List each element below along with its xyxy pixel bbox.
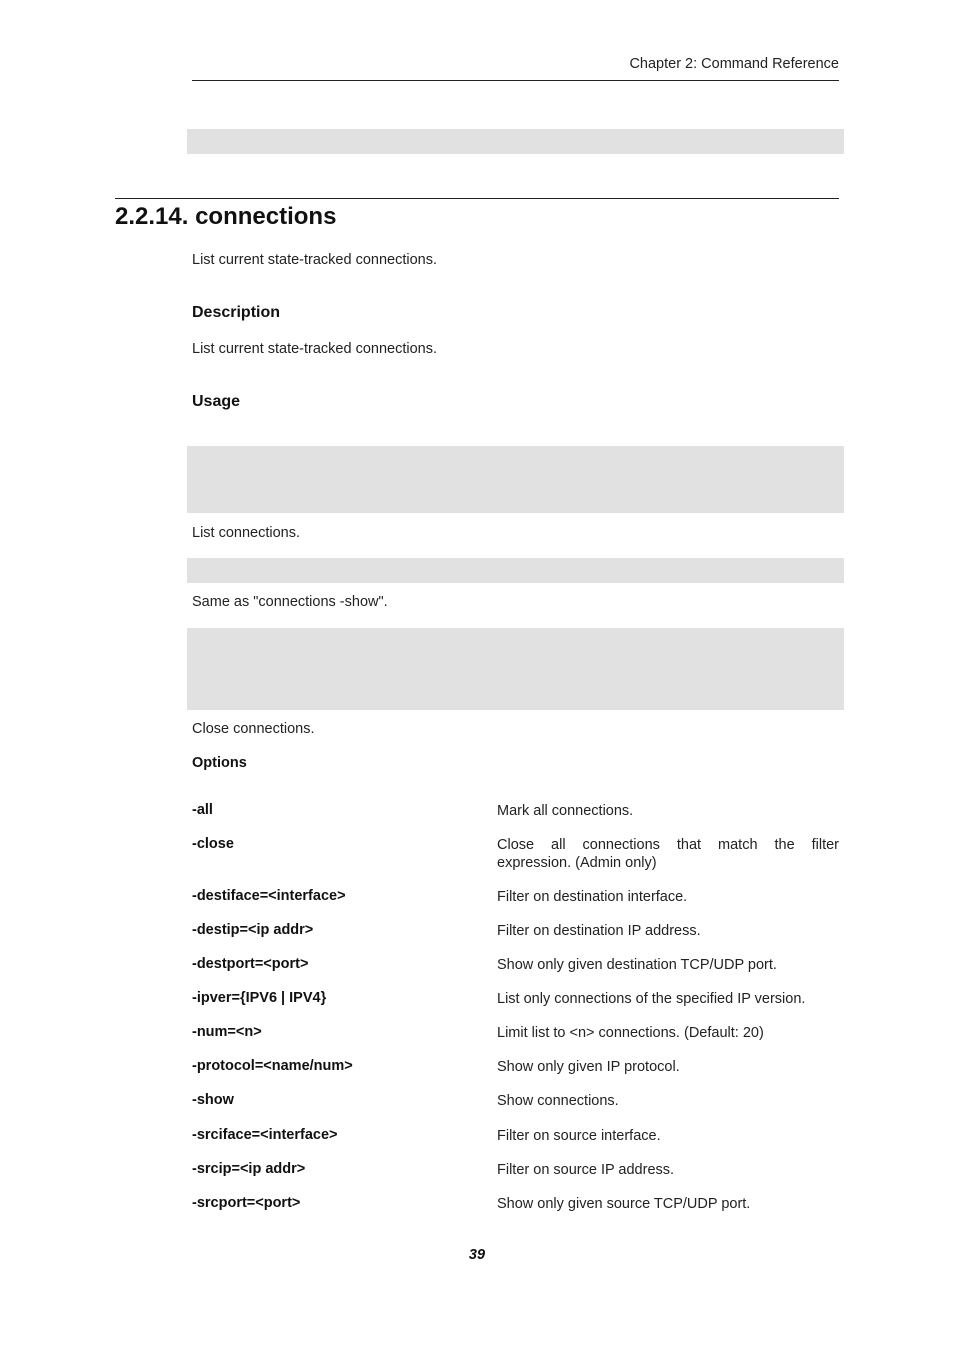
page-number: 39 (468, 1247, 486, 1263)
option-description: Limit list to <n> connections. (Default: 20) (497, 1025, 764, 1041)
option-description: Filter on destination interface. (497, 889, 688, 905)
option-description: Filter on destination IP address. (497, 923, 701, 939)
description-text: List current state-tracked connections. (192, 341, 438, 357)
option-description: Show connections. (497, 1093, 619, 1109)
option-name: -num=<n> (192, 1024, 262, 1040)
option-description: List only connections of the specified IP version. (497, 991, 806, 1007)
option-name: -srcip=<ip addr> (192, 1161, 306, 1177)
option-name: -destip=<ip addr> (192, 922, 314, 938)
section-summary: List current state-tracked connections. (192, 252, 438, 268)
description-heading: Description (192, 304, 281, 321)
option-name: -srciface=<interface> (192, 1127, 338, 1143)
option-description: Show only given destination TCP/UDP port. (497, 957, 777, 973)
running-header: Chapter 2: Command Reference (629, 56, 839, 72)
option-description: Filter on source IP address. (497, 1162, 675, 1178)
code-block (187, 446, 844, 513)
option-description: Show only given IP protocol. (497, 1059, 680, 1075)
option-description: Filter on source interface. (497, 1128, 661, 1144)
options-heading: Options (192, 755, 247, 771)
code-block (187, 129, 844, 154)
option-name: -destiface=<interface> (192, 888, 346, 904)
option-name: -ipver={IPV6 | IPV4} (192, 990, 327, 1006)
option-name: -protocol=<name/num> (192, 1058, 353, 1074)
option-description: Mark all connections. (497, 803, 634, 819)
option-description: Close all connections that match the filter expression. (Admin only) (497, 837, 839, 871)
code-block (187, 558, 844, 583)
header-rule (192, 80, 839, 81)
section-rule (115, 198, 839, 199)
usage-caption: Same as "connections -show". (192, 594, 388, 610)
usage-caption: List connections. (192, 525, 301, 541)
usage-caption: Close connections. (192, 721, 315, 737)
section-title: 2.2.14. connections (115, 203, 337, 230)
option-description: Show only given source TCP/UDP port. (497, 1196, 751, 1212)
code-block (187, 628, 844, 710)
option-name: -show (192, 1092, 234, 1108)
option-name: -destport=<port> (192, 956, 309, 972)
option-name: -close (192, 836, 234, 852)
option-name: -srcport=<port> (192, 1195, 301, 1211)
usage-heading: Usage (192, 393, 241, 410)
option-name: -all (192, 802, 213, 818)
